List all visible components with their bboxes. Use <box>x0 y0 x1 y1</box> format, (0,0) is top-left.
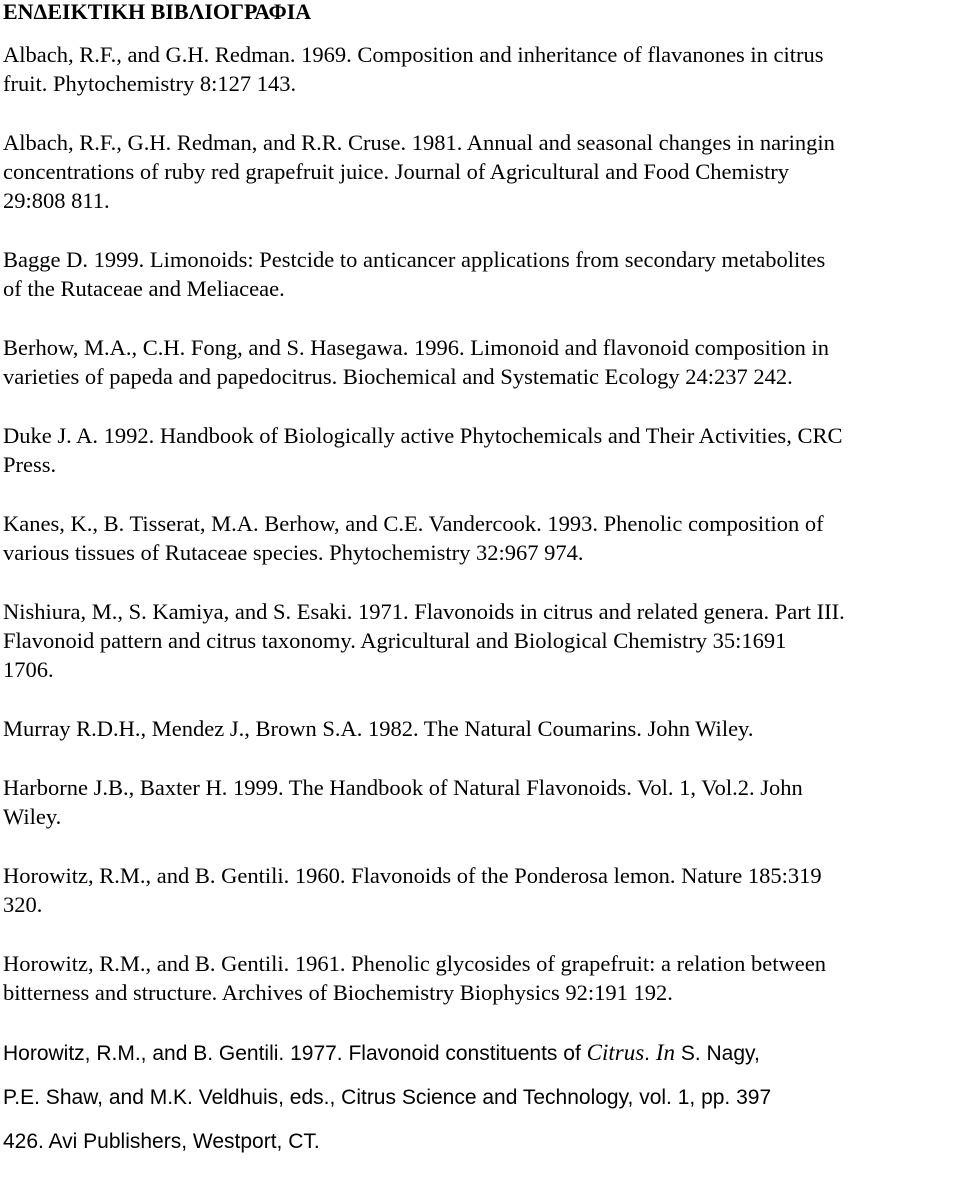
reference-line: Albach, R.F., G.H. Redman, and R.R. Cruse. 1981. Annual and seasonal changes in naringin <box>3 130 835 155</box>
reference-line: concentrations of ruby red grapefruit juice. Journal of Agricultural and Food Chemistry <box>3 159 790 184</box>
reference-line: Berhow, M.A., C.H. Fong, and S. Hasegawa. 1996. Limonoid and flavonoid composition in <box>3 335 829 360</box>
reference-list <box>3 40 958 1007</box>
reference-line: Horowitz, R.M., and B. Gentili. 1960. Flavonoids of the Ponderosa lemon. Nature 185:319 <box>3 863 822 888</box>
reference-entry <box>3 597 958 684</box>
reference-entry <box>3 40 958 98</box>
reference-line: Horowitz, R.M., and B. Gentili. 1961. Phenolic glycosides of grapefruit: a relation between <box>3 951 826 976</box>
reference-line: Bagge D. 1999. Limonoids: Pestcide to anticancer applications from secondary metabolites <box>3 247 826 272</box>
reference-line: fruit. Phytochemistry 8:127 143. <box>3 71 297 96</box>
reference-italic-text: In <box>655 1040 675 1065</box>
reference-line: 426. Avi Publishers, Westport, CT. <box>3 1130 320 1153</box>
reference-line: Flavonoid pattern and citrus taxonomy. Agricultural and Biological Chemistry 35:1691 <box>3 628 787 653</box>
reference-line: varieties of papeda and papedocitrus. Biochemical and Systematic Ecology 24:237 242. <box>3 364 793 389</box>
reference-line: Duke J. A. 1992. Handbook of Biologically active Phytochemicals and Their Activities, CRC <box>3 423 843 448</box>
reference-text: S. Nagy, <box>675 1042 760 1065</box>
reference-line: 320. <box>3 892 43 917</box>
reference-line: Nishiura, M., S. Kamiya, and S. Esaki. 1971. Flavonoids in citrus and related genera. Part III. <box>3 599 845 624</box>
reference-line: Harborne J.B., Baxter H. 1999. The Handbook of Natural Flavonoids. Vol. 1, Vol.2. John <box>3 775 803 800</box>
reference-line: 1706. <box>3 657 54 682</box>
reference-line: 29:808 811. <box>3 188 110 213</box>
reference-line: of the Rutaceae and Meliaceae. <box>3 276 285 301</box>
reference-entry <box>3 245 958 303</box>
reference-text: Horowitz, R.M., and B. Gentili. 1977. Flavonoid constituents of <box>3 1042 587 1065</box>
reference-line <box>3 1031 958 1076</box>
bibliography-heading: ΕΝΔΕΙΚΤΙΚΗ ΒΙΒΛΙΟΓΡΑΦΙΑ <box>3 0 312 24</box>
reference-entry <box>3 1031 958 1164</box>
reference-line: Kanes, K., B. Tisserat, M.A. Berhow, and C.E. Vandercook. 1993. Phenolic composition of <box>3 511 824 536</box>
reference-line: bitterness and structure. Archives of Biochemistry Biophysics 92:191 192. <box>3 980 673 1005</box>
reference-entry <box>3 509 958 567</box>
reference-entry <box>3 861 958 919</box>
reference-line: Press. <box>3 452 57 477</box>
reference-entry <box>3 949 958 1007</box>
bibliography-page <box>3 0 958 1194</box>
reference-text: . <box>644 1042 656 1065</box>
reference-entry <box>3 128 958 215</box>
reference-entry <box>3 714 958 743</box>
reference-line: Albach, R.F., and G.H. Redman. 1969. Composition and inheritance of flavanones in citrus <box>3 42 824 67</box>
reference-entry <box>3 421 958 479</box>
reference-italic-text: Citrus <box>586 1040 645 1065</box>
reference-entry <box>3 773 958 831</box>
reference-line: Wiley. <box>3 804 62 829</box>
reference-line: Murray R.D.H., Mendez J., Brown S.A. 1982. The Natural Coumarins. John Wiley. <box>3 716 754 741</box>
reference-line: various tissues of Rutaceae species. Phytochemistry 32:967 974. <box>3 540 584 565</box>
reference-entry <box>3 333 958 391</box>
reference-line: P.E. Shaw, and M.K. Veldhuis, eds., Citrus Science and Technology, vol. 1, pp. 397 <box>3 1086 772 1109</box>
